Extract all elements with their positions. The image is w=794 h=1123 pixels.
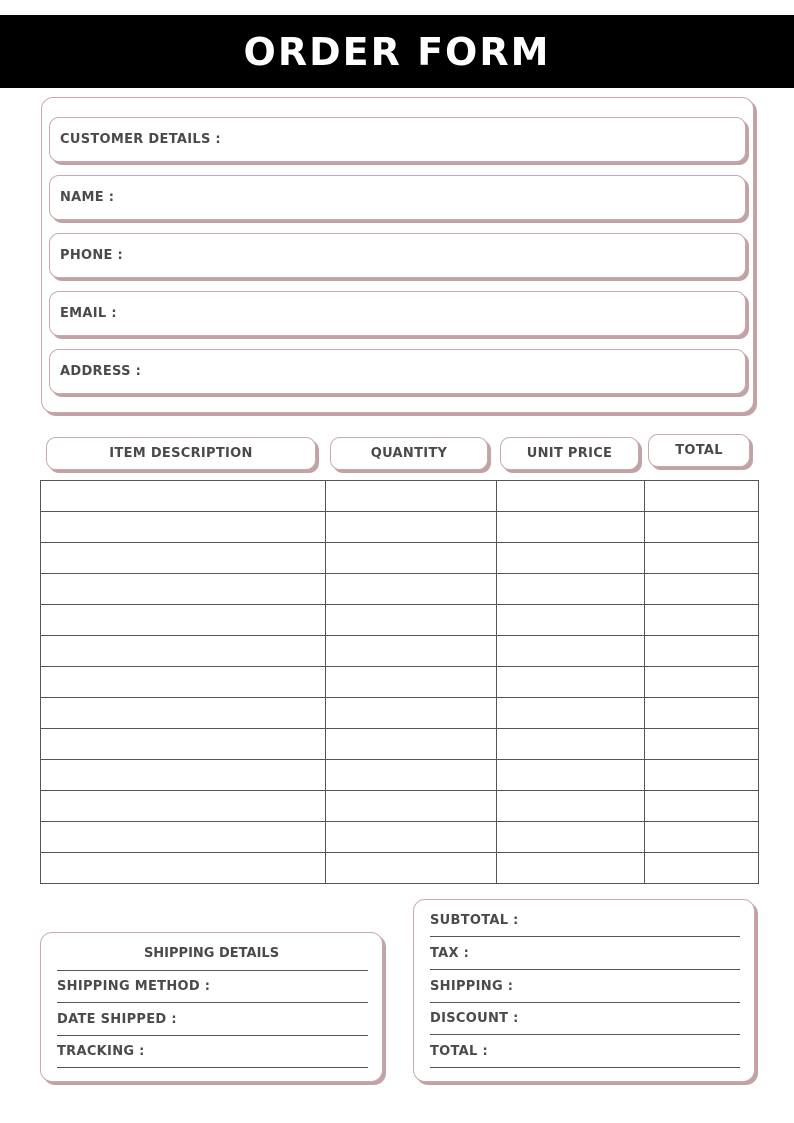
- column-label-unit-price: UNIT PRICE: [526, 446, 613, 461]
- table-row: [41, 791, 759, 822]
- address-field[interactable]: [49, 349, 746, 394]
- cell-quantity[interactable]: [326, 636, 497, 667]
- cell-unit-price[interactable]: [497, 853, 645, 884]
- cell-quantity[interactable]: [326, 574, 497, 605]
- cell-item-description[interactable]: [41, 853, 326, 884]
- cell-quantity[interactable]: [326, 543, 497, 574]
- cell-item-description[interactable]: [41, 574, 326, 605]
- cell-total[interactable]: [645, 853, 759, 884]
- cell-item-description[interactable]: [41, 667, 326, 698]
- cell-quantity[interactable]: [326, 853, 497, 884]
- cell-unit-price[interactable]: [497, 543, 645, 574]
- tracking-label: TRACKING :: [57, 1044, 145, 1059]
- cell-unit-price[interactable]: [497, 574, 645, 605]
- column-label-total: TOTAL: [675, 443, 723, 458]
- table-row: [41, 481, 759, 512]
- cell-quantity[interactable]: [326, 729, 497, 760]
- table-row: [41, 667, 759, 698]
- grand-total-field[interactable]: [430, 1036, 740, 1068]
- name-field[interactable]: [49, 175, 746, 220]
- cell-item-description[interactable]: [41, 605, 326, 636]
- shipping-details-panel: [40, 932, 383, 1082]
- table-row: [41, 760, 759, 791]
- grand-total-label: TOTAL :: [430, 1044, 488, 1059]
- order-summary-panel: [413, 899, 755, 1082]
- table-row: [41, 543, 759, 574]
- table-row: [41, 636, 759, 667]
- cell-total[interactable]: [645, 481, 759, 512]
- cell-unit-price[interactable]: [497, 791, 645, 822]
- subtotal-field[interactable]: [430, 905, 740, 937]
- table-row: [41, 822, 759, 853]
- cell-item-description[interactable]: [41, 698, 326, 729]
- cell-quantity[interactable]: [326, 605, 497, 636]
- address-label: ADDRESS :: [60, 364, 142, 379]
- discount-field[interactable]: [430, 1003, 740, 1035]
- table-row: [41, 512, 759, 543]
- cell-quantity[interactable]: [326, 822, 497, 853]
- tax-field[interactable]: [430, 938, 740, 970]
- phone-field[interactable]: [49, 233, 746, 278]
- phone-label: PHONE :: [60, 248, 124, 263]
- date-shipped-label: DATE SHIPPED :: [57, 1012, 177, 1027]
- cell-total[interactable]: [645, 822, 759, 853]
- cell-total[interactable]: [645, 574, 759, 605]
- column-header-total: [648, 434, 750, 467]
- table-row: [41, 605, 759, 636]
- shipping-cost-label: SHIPPING :: [430, 979, 514, 994]
- cell-unit-price[interactable]: [497, 667, 645, 698]
- shipping-method-label: SHIPPING METHOD :: [57, 979, 211, 994]
- shipping-cost-field[interactable]: [430, 971, 740, 1003]
- cell-total[interactable]: [645, 543, 759, 574]
- cell-unit-price[interactable]: [497, 822, 645, 853]
- cell-quantity[interactable]: [326, 481, 497, 512]
- cell-item-description[interactable]: [41, 481, 326, 512]
- items-table: [40, 480, 759, 884]
- tax-label: TAX :: [430, 946, 470, 961]
- page-title: ORDER FORM: [243, 29, 551, 74]
- cell-total[interactable]: [645, 729, 759, 760]
- cell-unit-price[interactable]: [497, 636, 645, 667]
- cell-item-description[interactable]: [41, 760, 326, 791]
- cell-quantity[interactable]: [326, 512, 497, 543]
- tracking-field[interactable]: [57, 1036, 368, 1068]
- cell-item-description[interactable]: [41, 543, 326, 574]
- cell-total[interactable]: [645, 760, 759, 791]
- cell-unit-price[interactable]: [497, 481, 645, 512]
- customer-details-label: CUSTOMER DETAILS :: [60, 132, 221, 147]
- cell-quantity[interactable]: [326, 760, 497, 791]
- customer-details-field[interactable]: [49, 117, 746, 162]
- cell-unit-price[interactable]: [497, 698, 645, 729]
- table-row: [41, 574, 759, 605]
- cell-total[interactable]: [645, 667, 759, 698]
- table-row: [41, 698, 759, 729]
- cell-unit-price[interactable]: [497, 729, 645, 760]
- cell-total[interactable]: [645, 605, 759, 636]
- column-header-quantity: [330, 437, 488, 470]
- email-field[interactable]: [49, 291, 746, 336]
- cell-item-description[interactable]: [41, 729, 326, 760]
- cell-unit-price[interactable]: [497, 760, 645, 791]
- header-bar: [0, 15, 794, 88]
- cell-item-description[interactable]: [41, 822, 326, 853]
- cell-quantity[interactable]: [326, 698, 497, 729]
- cell-quantity[interactable]: [326, 791, 497, 822]
- cell-total[interactable]: [645, 636, 759, 667]
- cell-item-description[interactable]: [41, 636, 326, 667]
- column-label-item-description: ITEM DESCRIPTION: [109, 446, 253, 461]
- column-header-unit-price: [500, 437, 639, 470]
- discount-label: DISCOUNT :: [430, 1011, 519, 1026]
- shipping-title-underline: [57, 939, 368, 971]
- shipping-method-field[interactable]: [57, 971, 368, 1003]
- table-row: [41, 729, 759, 760]
- cell-total[interactable]: [645, 512, 759, 543]
- table-row: [41, 853, 759, 884]
- name-label: NAME :: [60, 190, 115, 205]
- cell-item-description[interactable]: [41, 791, 326, 822]
- email-label: EMAIL :: [60, 306, 117, 321]
- cell-unit-price[interactable]: [497, 512, 645, 543]
- cell-quantity[interactable]: [326, 667, 497, 698]
- cell-total[interactable]: [645, 791, 759, 822]
- cell-item-description[interactable]: [41, 512, 326, 543]
- subtotal-label: SUBTOTAL :: [430, 913, 519, 928]
- column-label-quantity: QUANTITY: [370, 446, 448, 461]
- cell-total[interactable]: [645, 698, 759, 729]
- cell-unit-price[interactable]: [497, 605, 645, 636]
- column-header-item-description: [46, 437, 316, 470]
- date-shipped-field[interactable]: [57, 1004, 368, 1036]
- items-table-body: [41, 481, 759, 884]
- shipping-details-title: SHIPPING DETAILS: [143, 946, 280, 961]
